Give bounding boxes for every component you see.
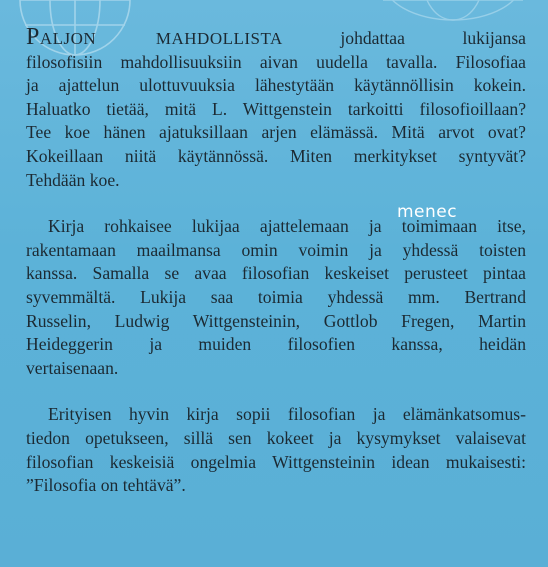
paragraph-3-line: Erityisen hyvin kirja sopii filosofian ja elämänkatsomus- [48,404,526,425]
paragraph-2-line: Kirja rohkaisee lukijaa ajattelemaan ja toimimaan itse, [48,216,526,237]
paragraph-2-line: vertaisenaan. [26,357,119,378]
paragraph-1-line: ja ajattelun ulottuvuuksia lähestytään käytännöllisin kokein. [26,75,526,96]
paragraph-1-line: Tehdään koe. [26,169,120,190]
book-title-lead: Paljon mahdollista [26,24,283,50]
paragraph-1-line: Kokeillaan niitä käytännössä. Miten merkitykset syntyvät? [26,145,526,166]
paragraph-3-line: filosofian keskeisiä ongelmia Wittgensteinin idean mukaisesti: [26,451,526,472]
paragraph-2-line: kanssa. Samalla se avaa filosofian keskeiset perusteet pintaa [26,263,526,284]
paragraph-2-line: rakentamaan maailmansa omin voimin ja yhdessä toisten [26,239,526,260]
watermark-logo: menec [397,202,458,222]
paragraph-1-line-1: Paljon mahdollista johdattaa lukijansa [26,24,526,50]
paragraph-1-line: Haluatko tietää, mitä L. Wittgenstein tarkoitti filosofioillaan? [26,98,526,119]
description-text [26,26,526,498]
paragraph-3-line: ”Filosofia on tehtävä”. [26,475,186,496]
paragraph-2-line: Russelin, Ludwig Wittgensteinin, Gottlob Fregen, Martin [26,310,526,331]
paragraph-2-line: syvemmältä. Lukija saa toimia yhdessä mm. Bertrand [26,286,526,307]
paragraph-1-line: filosofisiin mahdollisuuksiin aivan uudella tavalla. Filosofiaa [26,51,526,72]
paragraph-1-line: Tee koe hänen ajatuksillaan arjen elämässä. Mitä arvot ovat? [26,122,526,143]
paragraph-2-line: Heideggerin ja muiden filosofien kanssa, heidän [26,334,526,355]
paragraph-3-line: tiedon opetukseen, sillä sen kokeet ja kysymykset valaisevat [26,427,526,448]
